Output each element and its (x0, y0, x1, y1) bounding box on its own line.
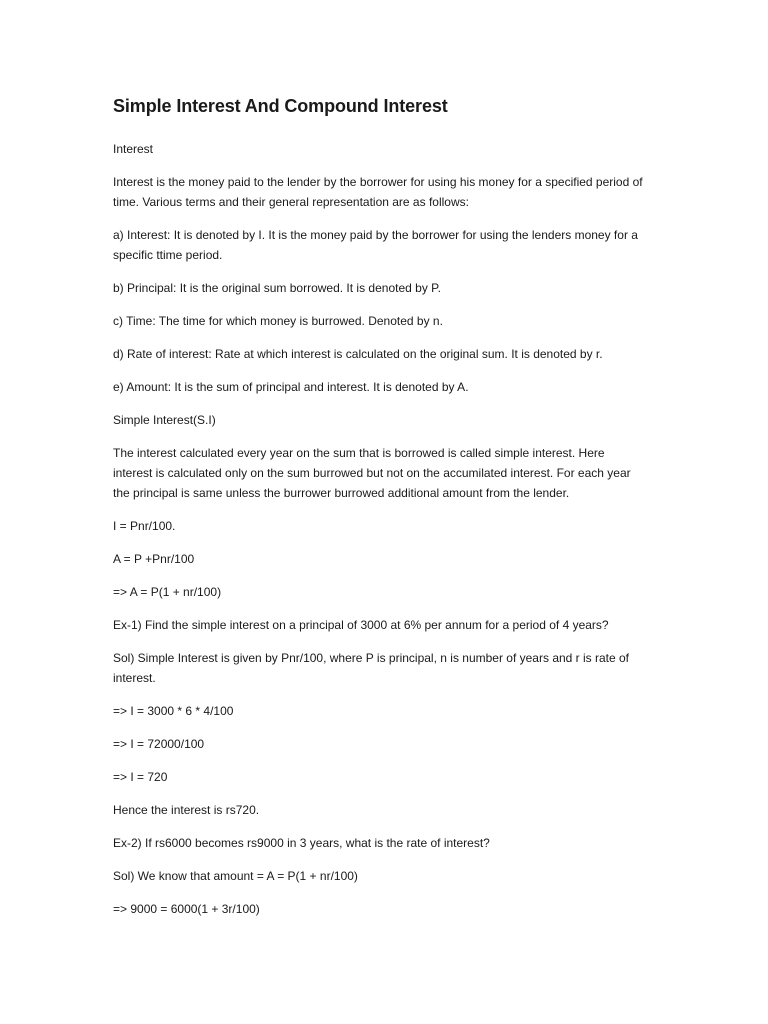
paragraph-interest-definition: Interest is the money paid to the lender by the borrower for using his money for a specified period of time. Various terms and their general representation are as follows: (113, 175, 643, 209)
example-1-conclusion: Hence the interest is rs720. (113, 803, 260, 817)
term-principal: b) Principal: It is the original sum borrowed. It is denoted by P. (113, 281, 441, 295)
term-rate-of-interest: d) Rate of interest: Rate at which interest is calculated on the original sum. It is denoted by r. (113, 347, 603, 361)
document-body (113, 93, 643, 932)
section-heading-interest: Interest (113, 142, 154, 156)
example-2-solution: Sol) We know that amount = A = P(1 + nr/100) (113, 869, 358, 883)
example-1-step-3: => I = 720 (113, 770, 168, 784)
example-2-step-1: => 9000 = 6000(1 + 3r/100) (113, 902, 260, 916)
paragraph-simple-interest-definition: The interest calculated every year on the sum that is borrowed is called simple interest. Here interest is calculated only on the sum burrowed but not on the accumilated interest. For each year the principal is same unless the burrower burrowed additional amount from the lender. (113, 446, 631, 500)
formula-amount-factored: => A = P(1 + nr/100) (113, 585, 222, 599)
document-title: Simple Interest And Compound Interest (113, 96, 448, 116)
section-heading-simple-interest: Simple Interest(S.I) (113, 413, 216, 427)
term-interest: a) Interest: It is denoted by I. It is the money paid by the borrower for using the lenders money for a specific ttime period. (113, 228, 638, 262)
example-2-question: Ex-2) If rs6000 becomes rs9000 in 3 years, what is the rate of interest? (113, 836, 490, 850)
term-time: c) Time: The time for which money is burrowed. Denoted by n. (113, 314, 443, 328)
example-1-step-2: => I = 72000/100 (113, 737, 205, 751)
example-1-question: Ex-1) Find the simple interest on a principal of 3000 at 6% per annum for a period of 4 years? (113, 618, 609, 632)
formula-interest: I = Pnr/100. (113, 519, 176, 533)
example-1-step-1: => I = 3000 * 6 * 4/100 (113, 704, 234, 718)
example-1-solution: Sol) Simple Interest is given by Pnr/100, where P is principal, n is number of years and r is rate of interest. (113, 651, 630, 685)
term-amount: e) Amount: It is the sum of principal and interest. It is denoted by A. (113, 380, 469, 394)
formula-amount: A = P +Pnr/100 (113, 552, 195, 566)
